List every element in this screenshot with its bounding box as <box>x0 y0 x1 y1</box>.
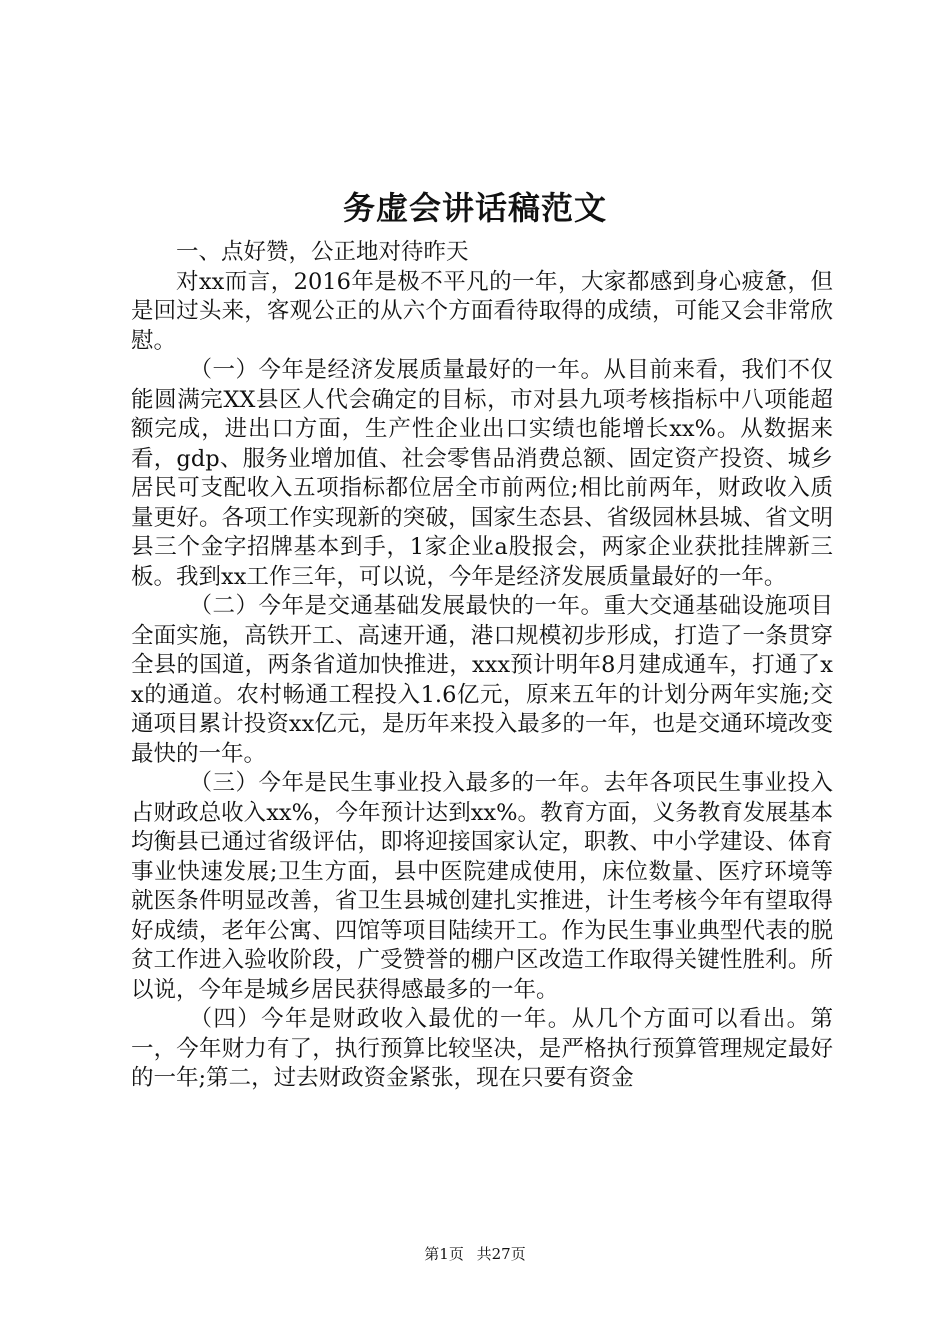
section-heading: 一、点好赞，公正地对待昨天 <box>176 239 469 265</box>
body-paragraph: 对xx而言，2016年是极不平凡的一年，大家都感到身心疲惫，但是回过头来，客观公正的从六个方面看待取得的成绩，可能又会非常欣慰。 <box>131 268 833 354</box>
body-paragraph: （一）今年是经济发展质量最好的一年。从目前来看，我们不仅能圆满完XX县区人代会确定的目标，市对县九项考核指标中八项能超额完成，进出口方面，生产性企业出口实绩也能增长xx%。从数据来看，gdp、服务业增加值、社会零售品消费总额、固定资产投资、城乡居民可支配收入五项指标都位居全市前两位;相比前两年，财政收入质量更好。各项工作实现新的突破，国家生态县、省级园林县城、省文明县三个金字招牌基本到手，1家企业a股报会，两家企业获批挂牌新三板。我到xx工作三年，可以说，今年是经济发展质量最好的一年。 <box>131 357 833 590</box>
document-body <box>131 238 833 1094</box>
page-total: 共27页 <box>476 1245 526 1263</box>
body-paragraph: （四）今年是财政收入最优的一年。从几个方面可以看出。第一，今年财力有了，执行预算比较坚决，是严格执行预算管理规定最好的一年;第二，过去财政资金紧张，现在只要有资金 <box>131 1006 833 1091</box>
page-footer <box>0 1244 950 1264</box>
body-paragraph: （二）今年是交通基础发展最快的一年。重大交通基础设施项目全面实施，高铁开工、高速开通，港口规模初步形成，打造了一条贯穿全县的国道，两条省道加快推进，xxx预计明年8月建成通车，打通了xx的通道。农村畅通工程投入1.6亿元，原来五年的计划分两年实施;交通项目累计投资xx亿元，是历年来投入最多的一年，也是交通环境改变最快的一年。 <box>131 593 833 767</box>
document-title: 务虚会讲话稿范文 <box>342 189 607 227</box>
body-paragraph: （三）今年是民生事业投入最多的一年。去年各项民生事业投入占财政总收入xx%，今年预计达到xx%。教育方面，义务教育发展基本均衡县已通过省级评估，即将迎接国家认定，职教、中小学建设、体育事业快速发展;卫生方面，县中医院建成使用，床位数量、医疗环境等就医条件明显改善，省卫生县城创建扎实推进，计生考核今年有望取得好成绩，老年公寓、四馆等项目陆续开工。作为民生事业典型代表的脱贫工作进入验收阶段，广受赞誉的棚户区改造工作取得关键性胜利。所以说，今年是城乡居民获得感最多的一年。 <box>131 770 833 1003</box>
page-number: 第1页 <box>424 1245 464 1263</box>
